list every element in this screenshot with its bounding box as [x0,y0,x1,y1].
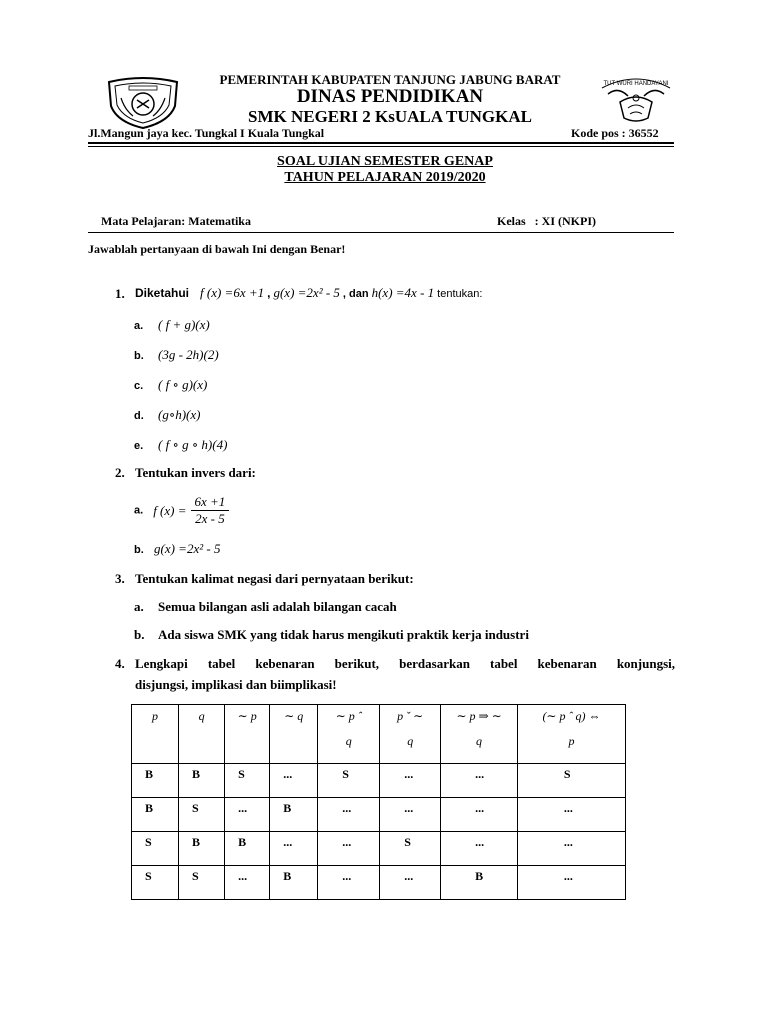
q2-a-numerator: 6x +1 [191,494,230,511]
table-cell: ... [225,798,270,832]
class-label: Kelas : XI (NKPI) [497,214,596,228]
table-cell: ... [517,832,625,866]
q2-item-a [134,494,229,528]
q4-line2: disjungsi, implikasi dan biimplikasi! [135,677,337,692]
address: Jl.Mangun jaya kec. Tungkal I Kuala Tungkal [88,126,325,140]
q3-item-text: Semua bilangan asli adalah bilangan cacah [158,599,397,614]
table-cell: ... [441,832,518,866]
q2-a-fraction [191,494,230,527]
q1-item-label: d. [134,410,144,422]
table-cell: S [179,866,225,900]
q1-item-label: c. [134,380,144,392]
q1-g: g(x) =2x² - 5 [273,285,340,300]
table-cell: S [179,798,225,832]
table-cell: B [270,798,318,832]
q1-h: h(x) =4x - 1 [371,285,435,300]
meta-box [88,212,674,233]
header-line1: PEMERINTAH KABUPATEN TANJUNG JABUNG BARAT [219,72,561,87]
subject-label: Mata Pelajaran: Matematika [101,214,251,228]
header-line2: DINAS PENDIDIKAN [296,86,484,107]
table-header-cell: (∼ p ˆ q) ⇔ p [517,705,625,764]
header-rule-thin [88,146,674,147]
q2-a-label: a. [134,504,144,517]
table-header-cell: ∼ p ˆ q [318,705,380,764]
table-header-row [132,705,626,764]
table-header-cell: ∼ p ⇒ ∼ q [441,705,518,764]
q1-comma: , [267,286,271,300]
table-cell: ... [517,866,625,900]
truth-table [131,704,626,900]
q3-item-text: Ada siswa SMK yang tidak harus mengikuti praktik kerja industri [158,627,529,642]
left-logo [103,76,183,130]
table-cell: S [380,832,441,866]
q4-line1: Lengkapi tabel kebenaran berikut, berdasarkan tabel kebenaran konjungsi, [135,656,675,671]
right-logo [598,72,674,128]
table-cell: S [132,832,179,866]
table-cell: B [225,832,270,866]
right-logo-text: TUT WURI HANDAYANI [603,81,669,87]
q1-item-label: a. [134,320,144,332]
q1-item-label: e. [134,440,144,452]
q1-mid: , dan [342,288,369,300]
q1-item-expr: (g∘h)(x) [158,407,201,422]
table-cell: S [132,866,179,900]
table-header-cell: q [179,705,225,764]
table-cell: S [318,764,380,798]
q1-item-expr: ( f + g)(x) [158,317,210,332]
table-row [132,798,626,832]
postal-code: Kode pos : 36552 [571,126,659,140]
table-cell: ... [380,866,441,900]
q1-number: 1. [115,286,125,301]
table-row [132,764,626,798]
table-cell: B [441,866,518,900]
table-cell: ... [318,798,380,832]
q1-item-label: b. [134,350,144,362]
table-cell: B [132,764,179,798]
q2-a-denominator: 2x - 5 [195,511,225,526]
q1-item-expr: ( f ∘ g ∘ h)(4) [158,437,228,452]
table-cell: B [132,798,179,832]
q2-b-label: b. [134,544,144,556]
table-cell: ... [380,798,441,832]
q1-f: f (x) =6x +1 [200,285,265,300]
table-cell: ... [318,866,380,900]
q3-item-label: b. [134,627,145,642]
q3-number: 3. [115,571,125,586]
q1-text [135,285,482,301]
table-cell: ... [380,764,441,798]
title-line2: TAHUN PELAJARAN 2019/2020 [284,170,486,185]
table-cell: ... [441,764,518,798]
table-header-cell: p [132,705,179,764]
header-line3: SMK NEGERI 2 KsUALA TUNGKAL [247,107,532,126]
table-cell: ... [318,832,380,866]
table-cell: ... [270,832,318,866]
table-header-cell: p ˇ ∼ q [380,705,441,764]
table-cell: ... [225,866,270,900]
q1-item-expr: ( f ∘ g)(x) [158,377,208,392]
table-cell: B [179,832,225,866]
table-header-cell: ∼ q [270,705,318,764]
table-cell: B [179,764,225,798]
instruction: Jawablah pertanyaan di bawah Ini dengan Benar! [88,242,346,256]
q3-text: Tentukan kalimat negasi dari pernyataan berikut: [135,571,414,586]
q2-number: 2. [115,465,125,480]
table-cell: S [225,764,270,798]
q2-text: Tentukan invers dari: [135,465,256,480]
table-header-cell: ∼ p [225,705,270,764]
table-cell: B [270,866,318,900]
q4-number: 4. [115,656,125,671]
q2-b-expr: g(x) =2x² - 5 [154,541,221,556]
table-cell: ... [270,764,318,798]
table-row [132,832,626,866]
table-cell: S [517,764,625,798]
title-line1: SOAL UJIAN SEMESTER GENAP [277,154,493,169]
q3-item-label: a. [134,599,144,614]
table-cell: ... [441,798,518,832]
table-cell: ... [517,798,625,832]
q1-item-expr: (3g - 2h)(2) [158,347,219,362]
q2-a-lhs: f (x) = [153,502,187,518]
table-row [132,866,626,900]
q1-lead: Diketahui [135,286,190,300]
q1-tail: tentukan: [437,288,483,300]
header-rule-thick [88,142,674,144]
